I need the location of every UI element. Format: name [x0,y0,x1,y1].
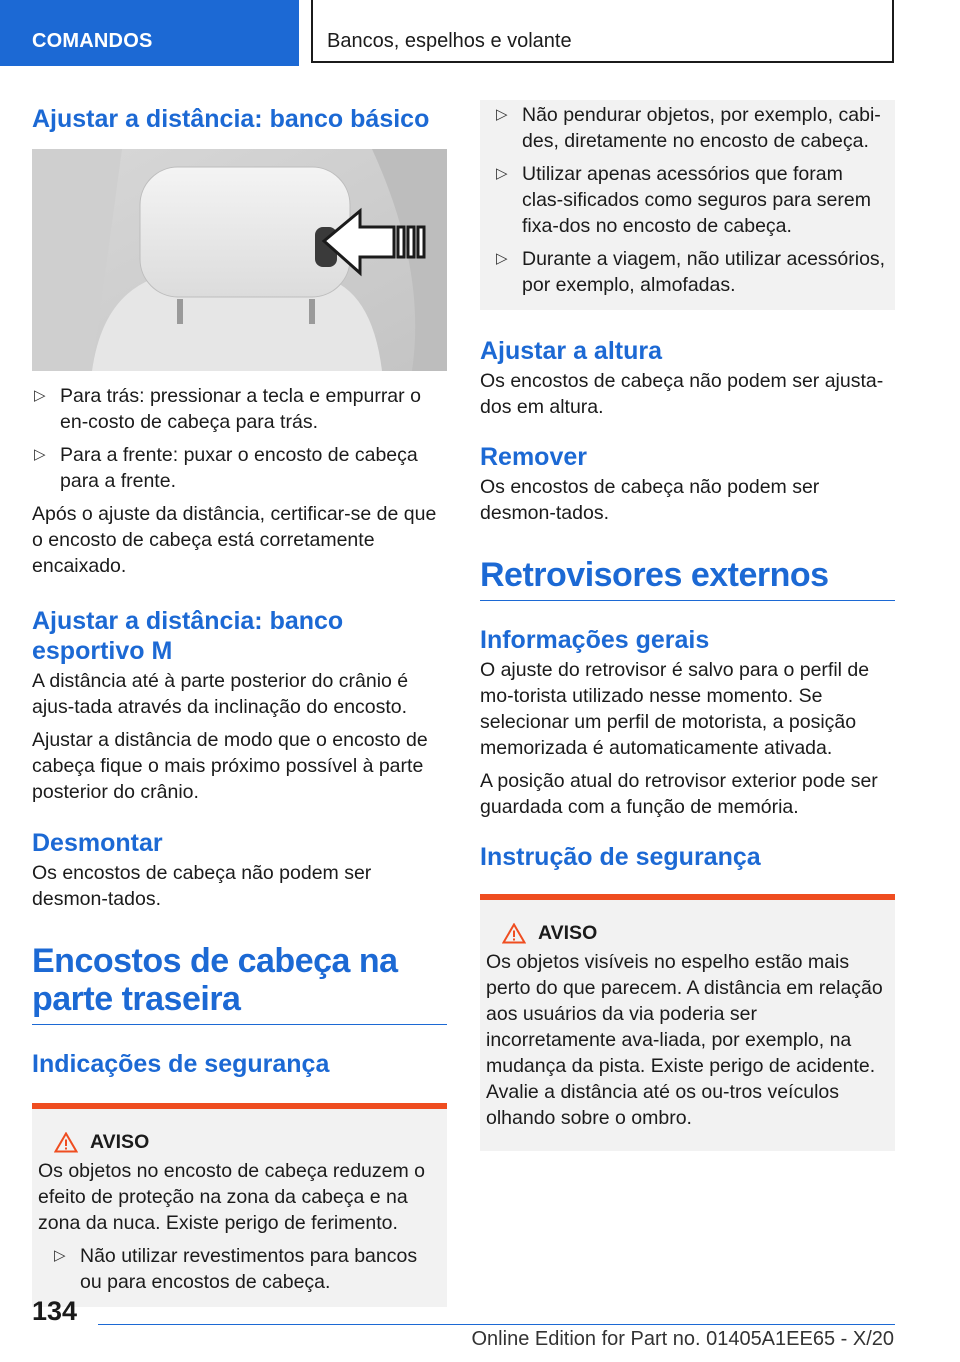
bullet-triangle-icon: ▷ [34,387,46,404]
header-chapter-label: Bancos, espelhos e volante [327,30,572,52]
warning-continuation-box [480,100,895,310]
heading-safety-notes: Indicações de segurança [32,1050,330,1078]
rear-heading-block [32,942,447,1025]
list-item: ▷ Não utilizar revestimentos para bancos ou para encostos de cabeça. [54,1245,418,1293]
heading-safety-instruction: Instrução de segurança [480,843,761,871]
warning-box [480,894,895,1151]
header-section-tab [0,0,299,66]
warning-label: AVISO [90,1131,150,1153]
warning-triangle-icon [502,923,526,944]
right-column [480,100,895,1151]
footer-divider [98,1324,895,1325]
bullet-triangle-icon: ▷ [496,250,508,267]
page-number: 134 [32,1296,78,1326]
list-item: ▷ Utilizar apenas acessórios que foram clas-sificados como seguros para serem fixa-dos no encosto de cabeça. [496,163,871,237]
left-column [32,100,447,1307]
heading-general-info: Informações gerais [480,626,710,654]
heading-height: Ajustar a altura [480,337,663,365]
headrest-photo [32,149,447,371]
bullet-triangle-icon: ▷ [54,1247,66,1264]
list-item: ▷ Durante a viagem, não utilizar acessórios, por exemplo, almofadas. [496,248,886,296]
warning-label: AVISO [538,922,598,944]
header-chapter-box [311,0,894,63]
warning-text: Os objetos visíveis no espelho estão mais perto do que parecem. A distância em relação aos usuários da via poderia ser incorretamente ava-liada, por exemplo, na mudança da pista. Existe perigo de acidente. Avalie a distância até os ou-tros veículos olhando sobre o ombro. [486,951,883,1129]
paragraph-sport-2: Ajustar a distância de modo que o encosto de cabeça fique o mais próximo possível à parte posterior do crânio. [32,729,428,803]
list-item: ▷ Não pendurar objetos, por exemplo, cabi-des, diretamente no encosto de cabeça. [496,104,881,152]
list-item: ▷ Para a frente: puxar o encosto de cabeça para a frente. [34,444,418,492]
paragraph-remove: Os encostos de cabeça não podem ser desmon-tados. [32,862,372,910]
heading-rear-headrests: Encostos de cabeça na parte traseira [32,942,398,1018]
mirrors-heading-block [480,556,895,601]
list-item: ▷ Para trás: pressionar a tecla e empurrar o en-costo de cabeça para trás. [34,385,421,433]
paragraph-info-2: A posição atual do retrovisor exterior pode ser guardada com a função de memória. [480,770,878,818]
bullet-triangle-icon: ▷ [34,446,46,463]
bullet-triangle-icon: ▷ [496,165,508,182]
paragraph-info-1: O ajuste do retrovisor é salvo para o perfil de mo-torista utilizado nesse momento. Se selecionar um perfil de motorista, a posição memorizada é automaticamente ativada. [480,659,870,759]
heading-remove: Desmontar [32,829,163,857]
paragraph-sport-1: A distância até à parte posterior do crânio é ajus-tada através da inclinação do encosto. [32,670,409,718]
paragraph-remover: Os encostos de cabeça não podem ser desmon-tados. [480,476,820,524]
header-section-label: COMANDOS [32,30,153,52]
heading-sport-seat: Ajustar a distância: banco esportivo M [32,607,344,665]
heading-exterior-mirrors: Retrovisores externos [480,556,829,594]
heading-remover: Remover [480,443,587,471]
heading-basic-seat: Ajustar a distância: banco básico [32,105,430,133]
footer-edition: Online Edition for Part no. 01405A1EE65 - X/20 [471,1328,894,1350]
warning-text: Os objetos no encosto de cabeça reduzem o efeito de proteção na zona da cabeça e na zona da nuca. Existe perigo de ferimento. [38,1160,425,1234]
warning-triangle-icon [54,1132,78,1153]
bullet-triangle-icon: ▷ [496,106,508,123]
warning-box [32,1103,447,1307]
paragraph-after-adjust: Após o ajuste da distância, certificar-se de que o encosto de cabeça está corretamente encaixado. [32,503,437,577]
paragraph-height: Os encostos de cabeça não podem ser ajusta-dos em altura. [480,370,884,418]
